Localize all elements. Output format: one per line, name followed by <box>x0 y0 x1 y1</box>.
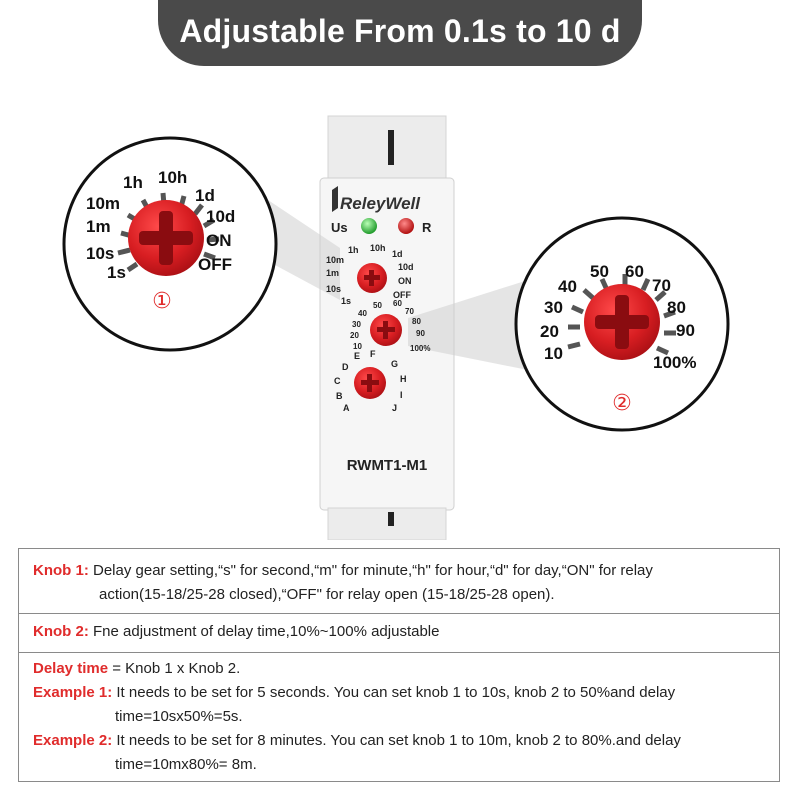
svg-text:50: 50 <box>590 262 609 281</box>
knob-2-number: ② <box>612 390 632 415</box>
svg-text:60: 60 <box>393 299 402 308</box>
banner-title: Adjustable From 0.1s to 10 d <box>158 0 642 66</box>
svg-text:40: 40 <box>358 309 367 318</box>
svg-text:1s: 1s <box>107 263 126 282</box>
svg-text:ON: ON <box>398 276 412 286</box>
svg-text:1h: 1h <box>348 245 359 255</box>
svg-text:90: 90 <box>416 329 425 338</box>
svg-text:10s: 10s <box>86 244 115 263</box>
svg-text:1m: 1m <box>326 268 340 278</box>
svg-text:F: F <box>370 349 376 359</box>
svg-text:70: 70 <box>652 276 671 295</box>
model-label: RWMT1-M1 <box>346 457 428 474</box>
svg-text:B: B <box>336 391 343 401</box>
led-us-label: Us <box>331 220 348 235</box>
svg-text:E: E <box>354 351 361 361</box>
example2-line2: time=10mx80%= 8m. <box>115 756 257 773</box>
svg-text:80: 80 <box>667 298 686 317</box>
svg-text:50: 50 <box>373 301 382 310</box>
svg-text:40: 40 <box>558 277 577 296</box>
delay-info-box <box>18 652 780 782</box>
knob2-label: Knob 2: <box>33 623 89 640</box>
svg-text:60: 60 <box>625 262 644 281</box>
svg-text:1m: 1m <box>86 217 111 236</box>
knob2-line: Knob 2: Fne adjustment of delay time,10%~100% adjustable <box>33 623 440 640</box>
svg-text:D: D <box>342 362 349 372</box>
svg-text:90: 90 <box>676 321 695 340</box>
example2-label: Example 2: <box>33 732 113 749</box>
svg-text:I: I <box>400 390 403 400</box>
svg-text:1s: 1s <box>341 296 352 306</box>
led-green-icon <box>361 218 377 234</box>
example2-line1: Example 2: It needs to be set for 8 minutes. You can set knob 1 to 10m, knob 2 to 80%.and delay <box>33 732 681 749</box>
svg-text:1d: 1d <box>195 186 215 205</box>
delay-label: Delay time <box>33 660 109 677</box>
svg-text:10h: 10h <box>370 243 386 253</box>
knob1-line1: Knob 1: Delay gear setting,“s" for second,“m" for minute,“h" for hour,“d" for day,“ON" for relay <box>33 562 653 579</box>
svg-text:10m: 10m <box>326 255 345 265</box>
svg-text:G: G <box>391 359 399 369</box>
svg-text:10d: 10d <box>398 262 414 272</box>
svg-text:10d: 10d <box>206 207 236 226</box>
svg-text:C: C <box>334 376 341 386</box>
svg-text:1h: 1h <box>123 173 143 192</box>
led-red-icon <box>398 218 414 234</box>
svg-text:A: A <box>343 403 350 413</box>
knob1-info-box <box>18 548 780 614</box>
svg-text:20: 20 <box>540 322 559 341</box>
svg-text:H: H <box>400 374 407 384</box>
delay-line: Delay time = Knob 1 x Knob 2. <box>33 660 241 677</box>
led-r-label: R <box>422 220 432 235</box>
svg-text:20: 20 <box>350 331 359 340</box>
svg-text:J: J <box>392 403 398 413</box>
svg-text:100%: 100% <box>653 353 697 372</box>
svg-text:OFF: OFF <box>393 290 411 300</box>
svg-text:80: 80 <box>412 317 421 326</box>
svg-text:10s: 10s <box>326 284 342 294</box>
zoom-knob-1 <box>64 138 276 350</box>
svg-text:10: 10 <box>544 344 563 363</box>
svg-text:30: 30 <box>544 298 563 317</box>
svg-text:ON: ON <box>206 231 232 250</box>
svg-text:OFF: OFF <box>198 255 232 274</box>
svg-text:70: 70 <box>405 307 414 316</box>
example1-label: Example 1: <box>33 684 113 701</box>
svg-text:10m: 10m <box>86 194 121 213</box>
example1-line1: Example 1: It needs to be set for 5 seconds. You can set knob 1 to 10s, knob 2 to 50%and delay <box>33 684 676 701</box>
svg-text:30: 30 <box>352 320 361 329</box>
svg-text:1d: 1d <box>392 249 403 259</box>
zoom-knob-2 <box>516 218 728 430</box>
svg-text:10: 10 <box>353 342 362 351</box>
knob2-info-box <box>18 613 780 653</box>
knob1-line2: action(15-18/25-28 closed),“OFF" for relay open (15-18/25-28 open). <box>99 586 555 603</box>
brand-text: ReleyWell <box>340 194 421 213</box>
svg-text:10h: 10h <box>158 168 188 187</box>
example1-line2: time=10sx50%=5s. <box>115 708 243 725</box>
knob1-label: Knob 1: <box>33 562 89 579</box>
knob-1-number: ① <box>152 288 172 313</box>
svg-text:100%: 100% <box>410 344 431 353</box>
